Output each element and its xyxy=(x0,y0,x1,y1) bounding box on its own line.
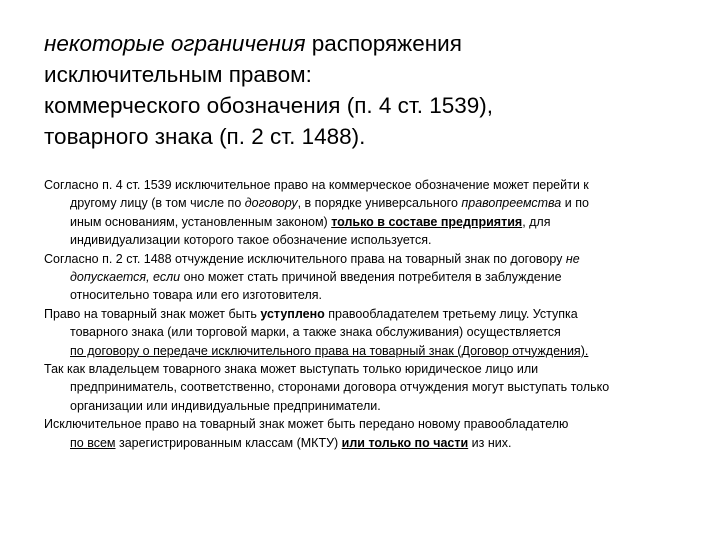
text-run: иным основаниям, установленным законом) xyxy=(70,214,332,229)
text-run: из них. xyxy=(468,435,512,450)
text-run: зарегистрированным классам (МКТУ) xyxy=(115,435,342,450)
text-line xyxy=(44,305,694,323)
text-line: Согласно п. 4 ст. 1539 исключительное право на коммерческое обозначение может перейти к xyxy=(44,178,589,192)
text-run: Право на товарный знак может быть xyxy=(44,306,261,321)
heading-italic-phrase: некоторые ограничения xyxy=(44,31,306,56)
text-line xyxy=(44,250,694,268)
text-line: относительно товара или его изготовителя. xyxy=(70,288,322,303)
text-underline: по всем xyxy=(70,435,116,450)
text-line: Так как владельцем товарного знака может выступать только юридическое лицо или xyxy=(44,362,539,377)
text-line: Исключительное право на товарный знак может быть передано новому правообладателю xyxy=(44,417,569,432)
text-italic: не xyxy=(565,251,580,266)
text-line xyxy=(44,213,694,231)
heading-line-1-rest: распоряжения xyxy=(305,31,462,56)
heading-line-4: товарного знака (п. 2 ст. 1488). xyxy=(44,124,366,149)
paragraph-trademark-transfer xyxy=(44,415,694,452)
heading-line-2: исключительным правом: xyxy=(44,62,312,87)
text-line xyxy=(44,434,694,452)
text-italic: допускается, если xyxy=(70,270,181,285)
text-run: и по xyxy=(561,196,589,211)
text-bold-underline: или только по части xyxy=(341,435,469,450)
heading-line-3: коммерческого обозначения (п. 4 ст. 1539), xyxy=(44,93,494,118)
text-italic: правопреемства xyxy=(461,196,562,211)
text-line: организации или индивидуальные предприниматели. xyxy=(70,398,381,413)
text-run: другому лицу (в том числе по xyxy=(70,196,245,211)
text-run: оно может стать причиной введения потребителя в заблуждение xyxy=(180,270,562,285)
text-line: индивидуализации которого такое обозначение используется. xyxy=(70,233,432,248)
text-bold: уступлено xyxy=(260,306,325,321)
paragraph-trademark-alienation xyxy=(44,250,694,305)
text-run: , для xyxy=(522,214,551,229)
paragraph-trademark-owner xyxy=(44,360,694,415)
paragraph-trademark-assignment xyxy=(44,305,694,360)
text-line xyxy=(44,194,694,212)
slide-body xyxy=(44,176,694,452)
paragraph-commercial-designation xyxy=(44,176,694,250)
slide-heading xyxy=(44,28,684,152)
text-run: , в порядке универсального xyxy=(297,196,462,211)
text-line-underlined: по договору о передаче исключительного права на товарный знак (Договор отчуждения). xyxy=(70,343,589,358)
text-line: предприниматель, соответственно, сторонами договора отчуждения могут выступать только xyxy=(70,380,610,395)
text-run: Согласно п. 2 ст. 1488 отчуждение исключительного права на товарный знак по договору xyxy=(44,251,566,266)
heading-line-1 xyxy=(44,28,684,59)
text-bold-underline: только в составе предприятия xyxy=(331,214,523,229)
text-line xyxy=(44,268,694,286)
text-line: товарного знака (или торговой марки, а также знака обслуживания) осуществляется xyxy=(70,325,561,340)
text-run: правообладателем третьему лицу. Уступка xyxy=(324,306,578,321)
text-italic: договору xyxy=(244,196,298,211)
